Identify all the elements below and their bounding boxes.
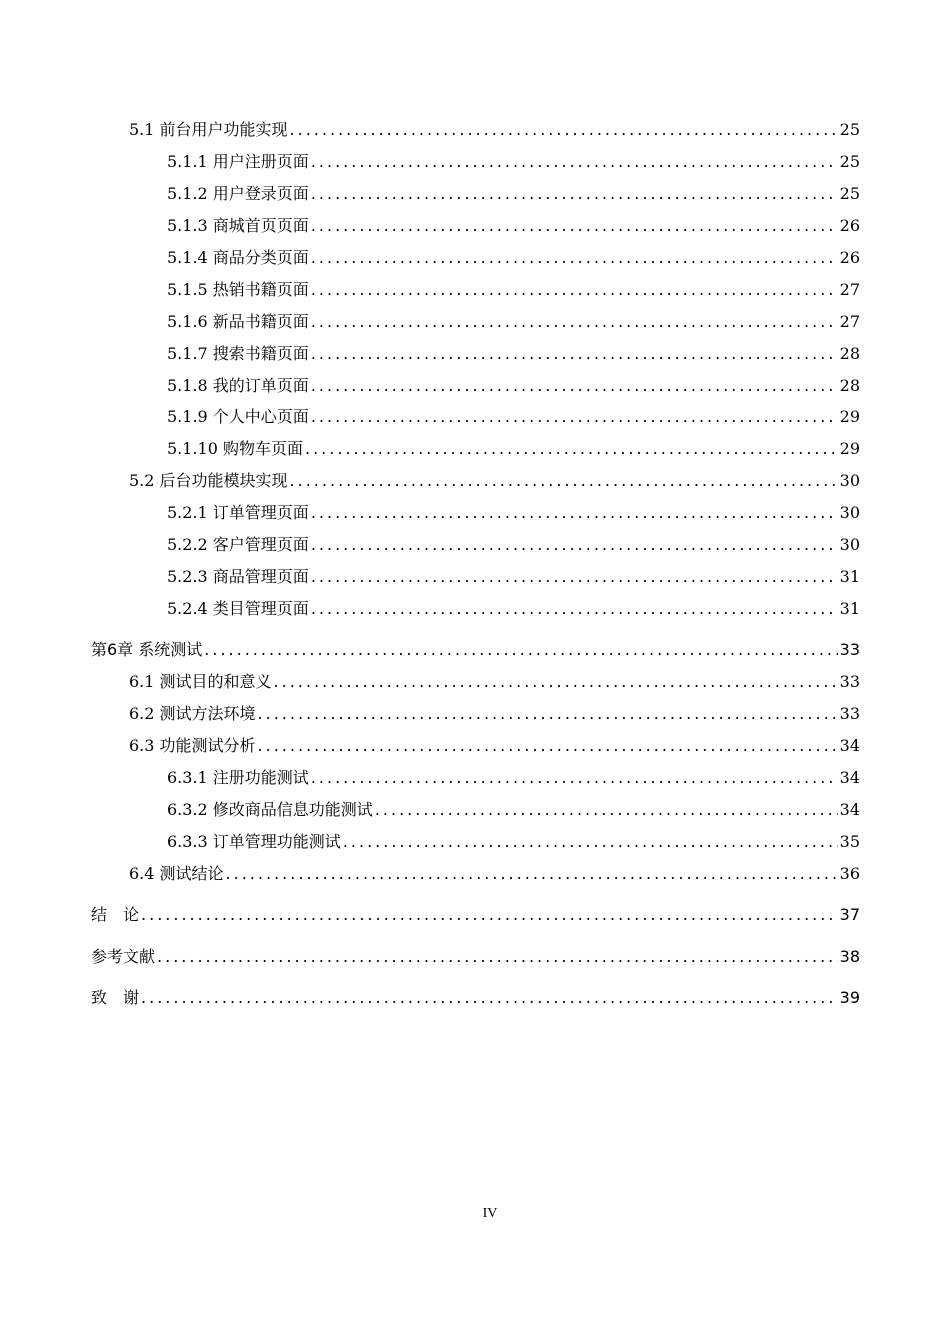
toc-leader-dots xyxy=(141,904,838,926)
toc-entry[interactable] xyxy=(129,863,860,885)
toc-entry-title: 6.3.2 修改商品信息功能测试 xyxy=(167,800,373,819)
toc-entry-page: 26 xyxy=(839,248,860,267)
toc-entry-title: 5.1.6 新品书籍页面 xyxy=(167,312,309,331)
toc-entry[interactable] xyxy=(167,215,860,237)
toc-leader-dots xyxy=(274,671,838,693)
toc-entry[interactable] xyxy=(167,247,860,269)
toc-entry-title: 5.1.5 热销书籍页面 xyxy=(167,280,309,299)
toc-entry[interactable] xyxy=(129,470,860,492)
toc-entry[interactable] xyxy=(167,566,860,588)
toc-entry-page: 33 xyxy=(839,672,860,691)
toc-entry-page: 25 xyxy=(839,152,860,171)
toc-entry-title: 5.1.3 商城首页页面 xyxy=(167,216,309,235)
toc-entry[interactable] xyxy=(129,119,860,141)
toc-leader-dots xyxy=(311,375,838,397)
toc-leader-dots xyxy=(311,767,838,789)
toc-leader-dots xyxy=(226,863,838,885)
toc-entry[interactable] xyxy=(129,735,860,757)
toc-entry-page: 29 xyxy=(839,439,860,458)
toc-entry-page: 35 xyxy=(839,832,860,851)
toc-entry[interactable] xyxy=(167,279,860,301)
toc-entry-page: 31 xyxy=(839,599,860,618)
toc-entry[interactable] xyxy=(167,767,860,789)
toc-entry[interactable] xyxy=(167,534,860,556)
toc-entry-page: 33 xyxy=(839,704,860,723)
toc-leader-dots xyxy=(258,703,838,725)
toc-entry-page: 34 xyxy=(839,768,860,787)
toc-leader-dots xyxy=(311,343,838,365)
toc-entry-page: 30 xyxy=(839,471,860,490)
toc-leader-dots xyxy=(258,735,838,757)
toc-entry-page: 31 xyxy=(839,567,860,586)
toc-entry[interactable] xyxy=(129,703,860,725)
toc-entry[interactable] xyxy=(91,639,860,661)
toc-leader-dots xyxy=(311,534,838,556)
toc-entry-title: 第6章 系统测试 xyxy=(91,640,203,659)
toc-entry-page: 33 xyxy=(839,640,860,659)
toc-entry-title: 5.1.8 我的订单页面 xyxy=(167,376,309,395)
toc-leader-dots xyxy=(311,406,838,428)
toc-entry-title: 致 谢 xyxy=(91,988,140,1007)
toc-leader-dots xyxy=(311,598,838,620)
toc-leader-dots xyxy=(311,215,838,237)
toc-entry[interactable] xyxy=(167,831,860,853)
toc-entry-title: 6.3.3 订单管理功能测试 xyxy=(167,832,341,851)
toc-entry-page: 26 xyxy=(839,216,860,235)
toc-entry-title: 5.1.7 搜索书籍页面 xyxy=(167,344,309,363)
toc-entry-title: 5.2 后台功能模块实现 xyxy=(129,471,288,490)
toc-leader-dots xyxy=(311,566,838,588)
toc-entry[interactable] xyxy=(167,375,860,397)
toc-entry-page: 39 xyxy=(839,988,860,1007)
toc-entry-page: 36 xyxy=(839,864,860,883)
toc-leader-dots xyxy=(311,502,838,524)
toc-entry[interactable] xyxy=(167,343,860,365)
toc-entry[interactable] xyxy=(167,311,860,333)
toc-entry-title: 6.3 功能测试分析 xyxy=(129,736,256,755)
toc-entry-page: 30 xyxy=(839,535,860,554)
toc-leader-dots xyxy=(204,639,837,661)
toc-leader-dots xyxy=(311,311,838,333)
toc-entry[interactable] xyxy=(167,799,860,821)
toc-entry-title: 5.1.2 用户登录页面 xyxy=(167,184,309,203)
toc-entry[interactable] xyxy=(91,987,860,1009)
toc-leader-dots xyxy=(311,151,838,173)
toc-entry-title: 5.2.1 订单管理页面 xyxy=(167,503,309,522)
toc-entry-title: 5.2.2 客户管理页面 xyxy=(167,535,309,554)
toc-entry-page: 27 xyxy=(839,280,860,299)
toc-entry-title: 6.4 测试结论 xyxy=(129,864,224,883)
page-number: IV xyxy=(482,1206,498,1221)
toc-entry[interactable] xyxy=(91,904,860,926)
toc-entry-title: 5.1.4 商品分类页面 xyxy=(167,248,309,267)
toc-entry-page: 34 xyxy=(839,800,860,819)
toc-leader-dots xyxy=(290,470,838,492)
toc-entry[interactable] xyxy=(167,151,860,173)
toc-leader-dots xyxy=(311,247,838,269)
toc-entry[interactable] xyxy=(167,406,860,428)
toc-entry-page: 34 xyxy=(839,736,860,755)
toc-entry-page: 30 xyxy=(839,503,860,522)
toc-entry-page: 38 xyxy=(839,947,860,966)
toc-entry-title: 6.2 测试方法环境 xyxy=(129,704,256,723)
toc-entry[interactable] xyxy=(167,502,860,524)
toc-entry-page: 27 xyxy=(839,312,860,331)
toc-entry-title: 参考文献 xyxy=(91,947,156,966)
toc-entry[interactable] xyxy=(129,671,860,693)
toc-entry-page: 28 xyxy=(839,344,860,363)
toc-leader-dots xyxy=(290,119,838,141)
toc-entry-title: 5.1.9 个人中心页面 xyxy=(167,407,309,426)
toc-leader-dots xyxy=(305,438,838,460)
toc-entry[interactable] xyxy=(167,598,860,620)
toc-entry-page: 28 xyxy=(839,376,860,395)
toc-entry-title: 5.2.3 商品管理页面 xyxy=(167,567,309,586)
toc-entry-page: 25 xyxy=(839,120,860,139)
toc-entry[interactable] xyxy=(167,438,860,460)
toc-entry-title: 结 论 xyxy=(91,905,140,924)
toc-entry-page: 25 xyxy=(839,184,860,203)
toc-entry[interactable] xyxy=(167,183,860,205)
toc-leader-dots xyxy=(375,799,838,821)
toc-leader-dots xyxy=(157,946,838,968)
toc-leader-dots xyxy=(141,987,838,1009)
toc-entry-title: 5.2.4 类目管理页面 xyxy=(167,599,309,618)
toc-entry-title: 5.1.1 用户注册页面 xyxy=(167,152,309,171)
toc-leader-dots xyxy=(343,831,838,853)
toc-entry-title: 5.1.10 购物车页面 xyxy=(167,439,303,458)
toc-entry-page: 29 xyxy=(839,407,860,426)
toc-entry-title: 6.1 测试目的和意义 xyxy=(129,672,272,691)
toc-leader-dots xyxy=(311,279,838,301)
toc-entry[interactable] xyxy=(91,946,860,968)
toc-entry-title: 6.3.1 注册功能测试 xyxy=(167,768,309,787)
toc-leader-dots xyxy=(311,183,838,205)
toc-entry-title: 5.1 前台用户功能实现 xyxy=(129,120,288,139)
toc-entry-page: 37 xyxy=(839,905,860,924)
